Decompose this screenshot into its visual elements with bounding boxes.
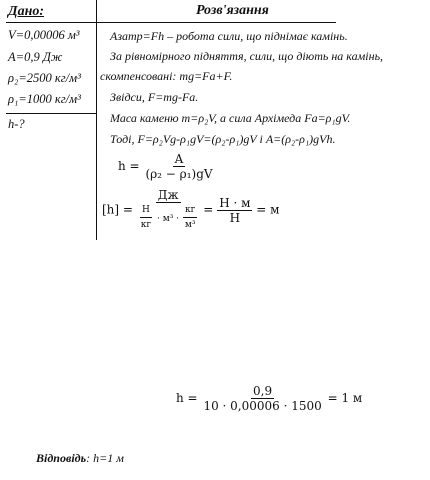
units-m3: · м³ · (156, 214, 180, 224)
given-find-divider (6, 113, 96, 114)
units-newton: Н (140, 203, 152, 218)
given-find: h-? (8, 117, 25, 131)
units-fraction-1 (137, 188, 200, 232)
solution-line-2: За рівномірного підняття, сили, що діють на камінь, (110, 49, 384, 63)
height-formula (118, 152, 215, 181)
units-lhs: [h] = (102, 202, 133, 217)
solution-line-3: скомпенсовані: mg=Fa+F. (100, 69, 233, 83)
given-density-water: ρ₁=1000 кг/м³ (8, 92, 81, 106)
solution-line-6: Тоді, F=ρ₂Vg-ρ₁gV=(ρ₂-ρ₁)gV і A=(ρ₂-ρ₁)gVh. (110, 132, 336, 146)
given-work: A=0,9 Дж (8, 50, 63, 64)
units-fraction-2-numerator: Н · м (219, 195, 251, 210)
solution-line-5: Маса каменю m=ρ₂V, а сила Архімеда Fa=ρ₁gV. (110, 111, 351, 125)
calc-result: = 1 м (327, 391, 363, 405)
solution-line-4: Звідси, F=mg-Fa. (110, 90, 199, 104)
calc-fraction (201, 384, 323, 413)
height-formula-lhs: h = (118, 159, 140, 173)
height-formula-numerator: A (174, 152, 184, 166)
header-divider (6, 22, 336, 23)
answer (36, 451, 124, 466)
solution-title: Розв'язання (196, 3, 269, 18)
units-kg: кг (140, 220, 152, 230)
units-kg-per-m3 (183, 203, 198, 232)
height-formula-denominator: (ρ₂ − ρ₁)gV (145, 167, 213, 181)
units-fraction-1-numerator: Дж (157, 188, 179, 202)
units-fraction-2 (217, 196, 252, 225)
units-n-per-kg (139, 203, 153, 232)
given-volume: V=0,00006 м³ (8, 28, 80, 42)
solution-line-1: Aзатр=Fh – робота сили, що піднімає камінь. (110, 29, 348, 43)
given-density-stone: ρ₂=2500 кг/м³ (8, 71, 81, 85)
calc-lhs: h = (176, 391, 198, 405)
units-fraction-1-denominator (137, 203, 200, 232)
units-m3-bottom: м³ (184, 220, 196, 230)
height-formula-fraction (143, 152, 214, 181)
calc-numerator: 0,9 (253, 384, 273, 398)
given-column-divider (96, 0, 97, 240)
answer-label: Відповідь (36, 451, 87, 465)
units-fraction-2-denominator: Н (229, 210, 241, 225)
units-result: = м (256, 202, 280, 217)
units-kg-top: кг (183, 203, 197, 218)
units-check (102, 188, 279, 232)
units-equals-1: = (203, 202, 214, 217)
calc-denominator: 10 · 0,00006 · 1500 (203, 399, 322, 413)
given-header: Дано: (8, 4, 44, 19)
numeric-calculation (176, 384, 362, 413)
answer-value: : h=1 м (86, 451, 124, 465)
